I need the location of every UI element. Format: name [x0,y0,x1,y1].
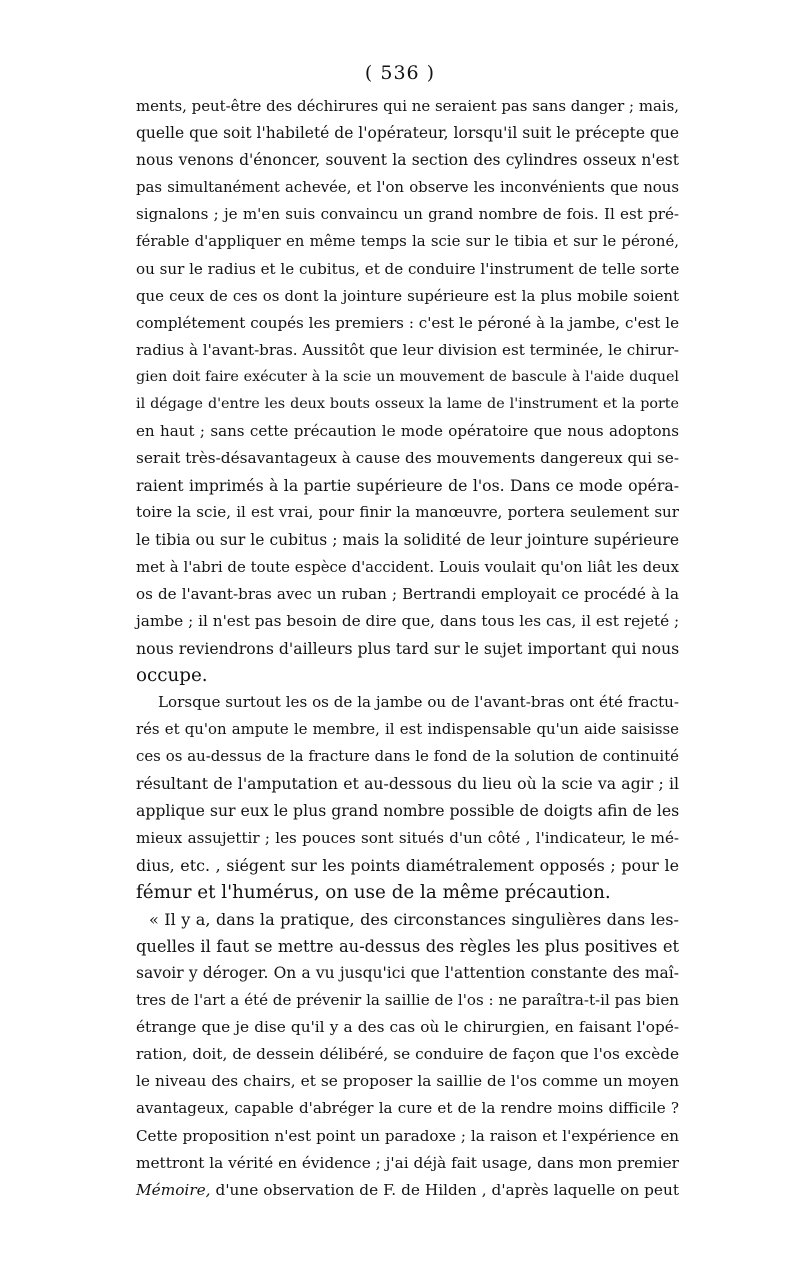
text-line: Lorsque surtout les os de la jambe ou de l'avant-bras ont été fractu- [158,693,679,712]
body-text [136,93,679,1204]
text-line: jambe ; il n'est pas besoin de dire que, dans tous les cas, il est rejeté ; [136,611,680,630]
text-line: os de l'avant-bras avec un ruban ; Bertrandi employait ce procédé à la [136,584,679,603]
text-line: complétement coupés les premiers : c'est le péroné à la jambe, c'est le [136,313,679,332]
text-line: ration, doit, de dessein délibéré, se conduire de façon que l'os excède [136,1045,679,1064]
text-line: avantageux, capable d'abréger la cure et de la rendre moins difficile ? [136,1099,679,1118]
text-line: dius, etc. , siégent sur les points diamétralement opposés ; pour le [136,855,679,875]
text-line: nous venons d'énoncer, souvent la section des cylindres osseux n'est [136,151,679,170]
text-line: radius à l'avant-bras. Aussitôt que leur division est terminée, le chirur- [136,340,679,359]
text-line-final [136,1177,679,1204]
text-line: ou sur le radius et le cubitus, et de conduire l'instrument de telle sorte [136,259,680,278]
text-line: fémur et l'humérus, on use de la même précaution. [136,881,611,903]
text-line: mettront la vérité en évidence ; j'ai déjà fait usage, dans mon premier [136,1153,679,1172]
text-line: que ceux de ces os dont la jointure supérieure est la plus mobile soient [136,286,679,305]
text-line: le tibia ou sur le cubitus ; mais la solidité de leur jointure supérieure [136,530,679,549]
text-line: met à l'abri de toute espèce d'accident. Louis voulait qu'on liât les deux [136,557,679,576]
text-line: raient imprimés à la partie supérieure de l'os. Dans ce mode opéra- [136,476,679,496]
text-line: il dégage d'entre les deux bouts osseux la lame de l'instrument et la porte [136,396,679,413]
text-line: férable d'appliquer en même temps la scie sur le tibia et sur le péroné, [136,232,679,251]
memoire-italic-title: Mémoire, [136,1180,211,1199]
text-line: ces os au-dessus de la fracture dans le fond de la solution de continuité [136,747,679,766]
text-line: rés et qu'on ampute le membre, il est indispensable qu'un aide saisisse [136,720,679,739]
text-line: nous reviendrons d'ailleurs plus tard sur le sujet important qui nous [136,638,680,658]
text-line: quelle que soit l'habileté de l'opérateur, lorsqu'il suit le précepte que [136,124,679,143]
text-line: serait très-désavantageux à cause des mouvements dangereux qui se- [136,449,679,468]
text-line: mieux assujettir ; les pouces sont situés d'un côté , l'indicateur, le mé- [136,828,679,847]
text-line: en haut ; sans cette précaution le mode opératoire que nous adoptons [136,422,679,441]
text-line: signalons ; je m'en suis convaincu un grand nombre de fois. Il est pré- [136,205,679,224]
text-line: savoir y déroger. On a vu jusqu'ici que l'attention constante des maî- [136,964,679,982]
text-line: occupe. [136,664,208,686]
text-line: le niveau des chairs, et se proposer la saillie de l'os comme un moyen [136,1072,679,1091]
page-number: ( 536 ) [364,62,436,84]
text-line: étrange que je dise qu'il y a des cas où le chirurgien, en faisant l'opé- [136,1018,679,1037]
text-line: « Il y a, dans la pratique, des circonstances singulières dans les- [149,909,679,929]
text-line: tres de l'art a été de prévenir la saillie de l'os : ne paraîtra-t-il pas bien [136,991,679,1010]
text-line: pas simultanément achevée, et l'on observe les inconvénients que nous [136,178,679,197]
text-line: quelles il faut se mettre au-dessus des règles les plus positives et [136,936,679,956]
text-line: applique sur eux le plus grand nombre possible de doigts afin de les [136,801,680,821]
text-line: ments, peut-être des déchirures qui ne seraient pas sans danger ; mais, [136,97,679,115]
text-line: gien doit faire exécuter à la scie un mouvement de bascule à l'aide duquel [136,368,679,385]
text-line: toire la scie, il est vrai, pour finir la manœuvre, portera seulement sur [136,503,679,522]
text-line: Cette proposition n'est point un paradoxe ; la raison et l'expérience en [136,1126,679,1145]
text-line: résultant de l'amputation et au-dessous du lieu où la scie va agir ; il [136,774,679,794]
final-line-text: d'une observation de F. de Hilden , d'après laquelle on peut [210,1180,679,1199]
